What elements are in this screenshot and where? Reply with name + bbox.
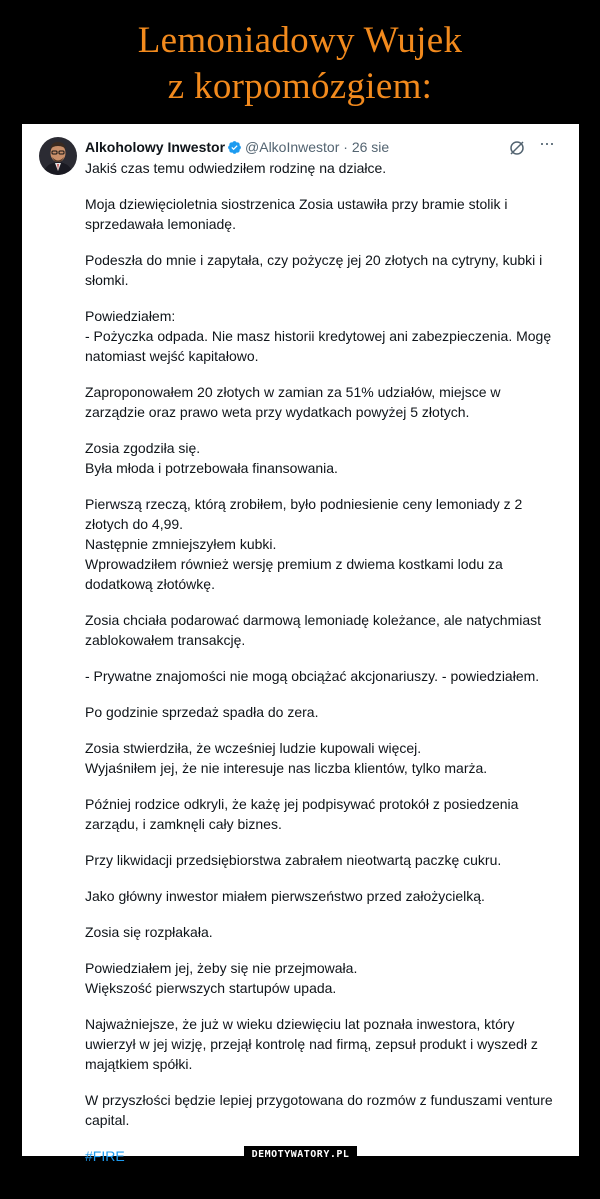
tweet-paragraph	[85, 1090, 570, 1130]
tweet-text-line: Była młoda i potrzebowała finansowania.	[85, 460, 338, 476]
tweet-paragraph	[85, 1014, 570, 1074]
tweet-paragraph	[85, 382, 570, 422]
meme-title-line-2: z korpomózgiem:	[167, 66, 433, 107]
tweet-text-line: zarządzie oraz prawo weta przy wydatkach powyżej 5 złotych.	[85, 404, 470, 420]
tweet-text-line: zarządu, i zamknęli cały biznes.	[85, 816, 282, 832]
tweet-text-line: - Pożyczka odpada. Nie masz historii kredytowej ani zabezpieczenia. Mogę	[85, 328, 552, 344]
tweet-text-line: Zaproponowałem 20 złotych w zamian za 51% udziałów, miejsce w	[85, 384, 501, 400]
tweet-paragraph	[85, 702, 570, 722]
tweet-text-line: Większość pierwszych startupów upada.	[85, 980, 337, 996]
tweet-paragraph	[85, 738, 570, 778]
more-options-icon[interactable]: ···	[539, 133, 554, 153]
tweet-card	[22, 124, 579, 1164]
tweet-text-line: Powiedziałem:	[85, 308, 176, 324]
tweet-paragraph	[85, 438, 570, 478]
tweet-text-line: dodatkową złotówkę.	[85, 576, 215, 592]
tweet-text-line: Moja dziewięcioletnia siostrzenica Zosia ustawiła przy bramie stolik i	[85, 196, 508, 212]
verified-badge-icon	[227, 140, 242, 159]
tweet-text-line: Zosia zgodziła się.	[85, 440, 201, 456]
tweet-text-line: Następnie zmniejszyłem kubki.	[85, 536, 277, 552]
tweet-text-line: Zosia chciała podarować darmową lemoniadę koleżance, ale natychmiast	[85, 612, 542, 628]
tweet-paragraph	[85, 666, 570, 686]
tweet-paragraph	[85, 306, 570, 366]
tweet-text-line: - Prywatne znajomości nie mogą obciążać akcjonariuszy. - powiedziałem.	[85, 668, 540, 684]
tweet-paragraph	[85, 610, 570, 650]
tweet-header	[85, 138, 389, 159]
tweet-paragraph	[85, 850, 570, 870]
tweet-body	[85, 194, 570, 1166]
tweet-text-line: sprzedawała lemoniadę.	[85, 216, 236, 232]
grok-icon[interactable]	[509, 140, 525, 161]
author-handle[interactable]: @AlkoInwestor	[245, 139, 340, 155]
meme-title-line-1: Lemoniadowy Wujek	[137, 20, 463, 61]
tweet-text-line: słomki.	[85, 272, 129, 288]
tweet-text-line: Powiedziałem jej, żeby się nie przejmowała.	[85, 960, 358, 976]
tweet-first-line: Jakiś czas temu odwiedziłem rodzinę na działce.	[85, 160, 387, 176]
tweet-text-line: Wprowadziłem również wersję premium z dwiema kostkami lodu za	[85, 556, 503, 572]
tweet-date[interactable]: 26 sie	[351, 139, 390, 155]
tweet-text-line: Później rodzice odkryli, że każę jej podpisywać protokół z posiedzenia	[85, 796, 519, 812]
watermark: DEMOTYWATORY.PL	[244, 1146, 357, 1164]
meme-title	[0, 18, 600, 110]
tweet-paragraph	[85, 922, 570, 942]
author-name[interactable]: Alkoholowy Inwestor	[85, 139, 226, 155]
tweet-text-line: Wyjaśniłem jej, że nie interesuje nas liczba klientów, tylko marża.	[85, 760, 488, 776]
tweet-paragraph	[85, 194, 570, 234]
tweet-text-line: Po godzinie sprzedaż spadła do zera.	[85, 704, 319, 720]
avatar[interactable]	[39, 137, 77, 175]
tweet-text-line: natomiast wejść kapitałowo.	[85, 348, 259, 364]
tweet-paragraph	[85, 886, 570, 906]
tweet-text-line: Najważniejsze, że już w wieku dziewięciu lat poznała inwestora, który	[85, 1016, 515, 1032]
tweet-text-line: capital.	[85, 1112, 130, 1128]
tweet-text-line: Jako główny inwestor miałem pierwszeństwo przed założycielką.	[85, 888, 485, 904]
tweet-text-line: złotych do 4,99.	[85, 516, 184, 532]
tweet-paragraph	[85, 494, 570, 594]
tweet-text-line: uwierzył w jej wizję, przejął kontrolę nad firmą, zepsuł produkt i wyszedł z	[85, 1036, 538, 1052]
tweet-paragraph	[85, 250, 570, 290]
tweet-text-line: Zosia się rozpłakała.	[85, 924, 213, 940]
tweet-text-line: zablokowałem transakcję.	[85, 632, 246, 648]
avatar-portrait-icon	[39, 137, 77, 175]
tweet-text-line: Pierwszą rzeczą, którą zrobiłem, było podniesienie ceny lemoniady z 2	[85, 496, 523, 512]
tweet-paragraph	[85, 958, 570, 998]
hashtag-link[interactable]: #FIRE	[85, 1148, 125, 1164]
meta-separator: ·	[343, 139, 348, 155]
tweet-text-line: Podeszła do mnie i zapytała, czy pożyczę jej 20 złotych na cytryny, kubki i	[85, 252, 543, 268]
tweet-text-line: majątkiem spółki.	[85, 1056, 193, 1072]
tweet-text-line: Przy likwidacji przedsiębiorstwa zabrałem nieotwartą paczkę cukru.	[85, 852, 502, 868]
tweet-text-line: Zosia stwierdziła, że wcześniej ludzie kupowali więcej.	[85, 740, 422, 756]
tweet-paragraph	[85, 794, 570, 834]
tweet-text-line: W przyszłości będzie lepiej przygotowana do rozmów z funduszami venture	[85, 1092, 553, 1108]
